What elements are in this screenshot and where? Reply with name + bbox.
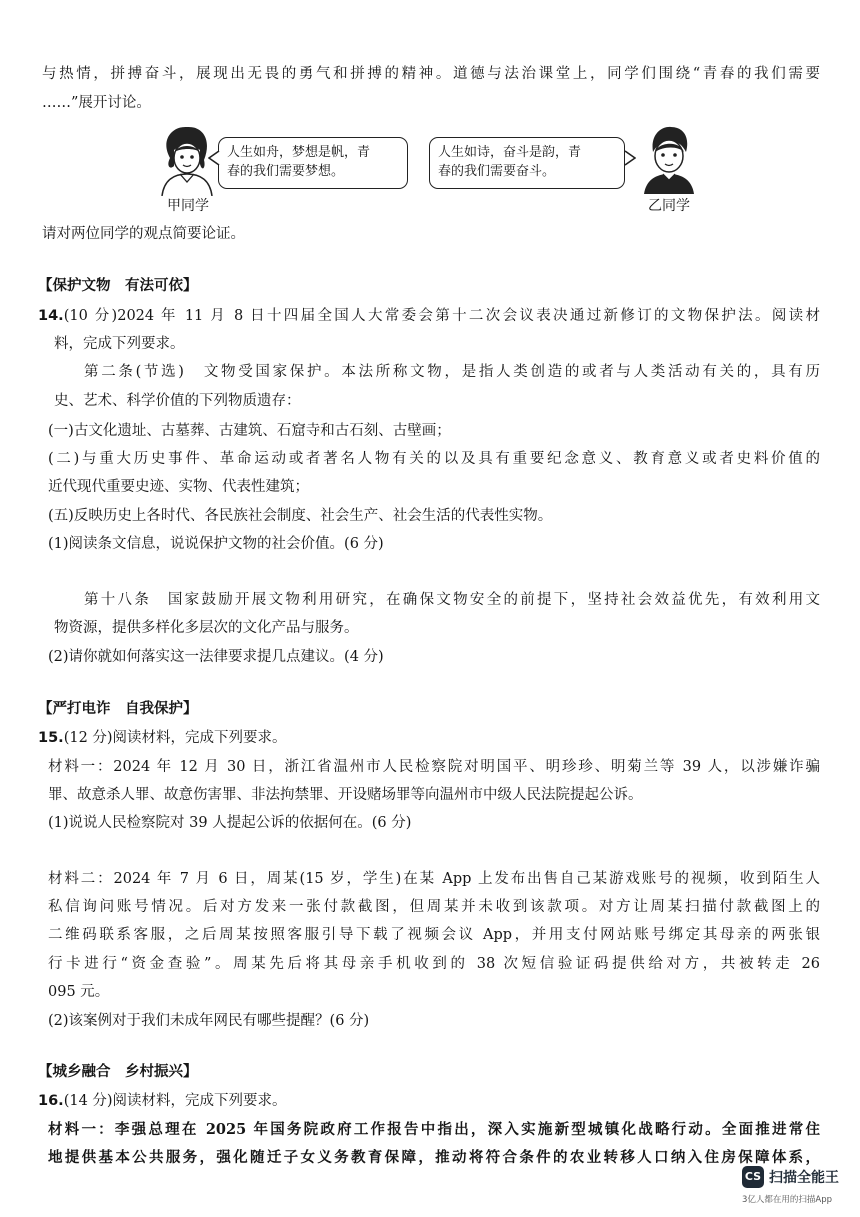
watermark-tagline: 3亿人都在用的扫描App xyxy=(742,1195,833,1205)
section-15-heading: 【严打电诈 自我保护】 xyxy=(38,701,198,717)
speech-bubble-b xyxy=(429,137,625,189)
q15-sub-1: (1)说说人民检察院对 39 人提起公诉的依据何在。(6 分) xyxy=(48,815,412,831)
watermark-name: 扫描全能王 xyxy=(769,1170,839,1186)
q16-material-1-line-1: 材料一：李强总理在 2025 年国务院政府工作报告中指出，深入实施新型城镇化战略行动。全面推进常住 xyxy=(48,1121,820,1138)
section-14-heading: 【保护文物 有法可依】 xyxy=(38,278,198,294)
student-b-label: 乙同学 xyxy=(648,198,690,214)
q16-text-1: (14 分)阅读材料，完成下列要求。 xyxy=(63,1093,287,1109)
q15-text-1: (12 分)阅读材料，完成下列要求。 xyxy=(63,730,287,746)
bubble-b-line-2: 春的我们需要奋斗。 xyxy=(438,164,556,179)
q15-material-2-line-1: 材料二：2024 年 7 月 6 日，周某(15 岁，学生)在某 App 上发布出售自己某游戏账号的视频，收到陌生人 xyxy=(48,871,820,887)
camscanner-logo-icon: CS xyxy=(742,1166,764,1188)
bubble-a-tail-icon xyxy=(208,150,220,166)
q14-text-1: (10 分)2024 年 11 月 8 日十四届全国人大常委会第十二次会议表决通过新修订的文物保护法。阅读材 xyxy=(63,308,820,324)
bubble-b-tail-icon xyxy=(624,150,636,166)
scanner-watermark xyxy=(742,1166,854,1208)
q14-line-2: 料，完成下列要求。 xyxy=(54,336,185,352)
article-2-item-2-line-2: 近代现代重要史迹、实物、代表性建筑； xyxy=(48,479,309,495)
bubble-a-line-1: 人生如舟，梦想是帆，青 xyxy=(227,145,371,160)
q16-material-1-line-2: 地提供基本公共服务，强化随迁子女义务教育保障，推动将符合条件的农业转移人口纳入住房保障体系， xyxy=(48,1149,820,1166)
q15-material-2-line-4: 行卡进行“资金查验”。周某先后将其母亲手机收到的 38 次短信验证码提供给对方，共被转走 26 xyxy=(48,956,820,972)
article-2-line-1: 第二条(节选) 文物受国家保护。本法所称文物，是指人类创造的或者与人类活动有关的，具有历 xyxy=(84,364,820,380)
intro-line-2: ……”展开讨论。 xyxy=(42,95,151,111)
q14-sub-1: (1)阅读条文信息，说说保护文物的社会价值。(6 分) xyxy=(48,536,384,552)
section-16-heading: 【城乡融合 乡村振兴】 xyxy=(38,1064,198,1080)
q15-material-1-line-2: 罪、故意杀人罪、故意伤害罪、非法拘禁罪、开设赌场罪等向温州市中级人民法院提起公诉。 xyxy=(48,787,643,803)
q15-material-2-line-2: 私信询问账号情况。后对方发来一张付款截图，但周某并未收到该款项。对方让周某扫描付款截图上的 xyxy=(48,899,820,915)
boy-figure-icon xyxy=(638,122,700,194)
bubble-b-line-1: 人生如诗，奋斗是韵，青 xyxy=(438,145,582,160)
q15-material-1-line-1: 材料一：2024 年 12 月 30 日，浙江省温州市人民检察院对明国平、明珍珍、明菊兰等 39 人，以涉嫌诈骗 xyxy=(48,759,820,775)
article-18-line-1: 第十八条 国家鼓励开展文物利用研究，在确保文物安全的前提下，坚持社会效益优先，有效利用文 xyxy=(84,592,820,608)
q14-line-1 xyxy=(38,306,820,326)
speech-bubble-a xyxy=(218,137,408,189)
q14-number: 14. xyxy=(38,308,64,324)
bubble-a-line-2: 春的我们需要梦想。 xyxy=(227,164,345,179)
dialogue-prompt: 请对两位同学的观点简要论证。 xyxy=(42,226,245,242)
q15-number: 15. xyxy=(38,730,64,746)
article-2-item-1: (一)古文化遗址、古墓葬、古建筑、石窟寺和古石刻、古壁画； xyxy=(48,423,451,439)
article-18-line-2: 物资源，提供多样化多层次的文化产品与服务。 xyxy=(54,620,359,636)
q15-material-2-line-3: 二维码联系客服，之后周某按照客服引导下载了视频会议 App，并用支付网站账号绑定其母亲的两张银 xyxy=(48,927,820,943)
q14-sub-2: (2)请你就如何落实这一法律要求提几点建议。(4 分) xyxy=(48,649,384,665)
q15-line-1 xyxy=(38,728,287,748)
article-2-item-2-line-1: (二)与重大历史事件、革命运动或者著名人物有关的以及具有重要纪念意义、教育意义或者史料价值的 xyxy=(48,451,820,467)
article-2-line-2: 史、艺术、科学价值的下列物质遗存： xyxy=(54,393,301,409)
intro-line-1: 与热情，拼搏奋斗，展现出无畏的勇气和拼搏的精神。道德与法治课堂上，同学们围绕“青春的我们需要 xyxy=(42,66,820,82)
article-2-item-5: (五)反映历史上各时代、各民族社会制度、社会生产、社会生活的代表性实物。 xyxy=(48,508,553,524)
q15-sub-2: (2)该案例对于我们未成年网民有哪些提醒？(6 分) xyxy=(48,1013,370,1029)
q15-material-2-line-5: 095 元。 xyxy=(48,984,110,1000)
student-a-label: 甲同学 xyxy=(167,198,209,214)
q16-line-1 xyxy=(38,1091,287,1111)
q16-number: 16. xyxy=(38,1093,64,1109)
